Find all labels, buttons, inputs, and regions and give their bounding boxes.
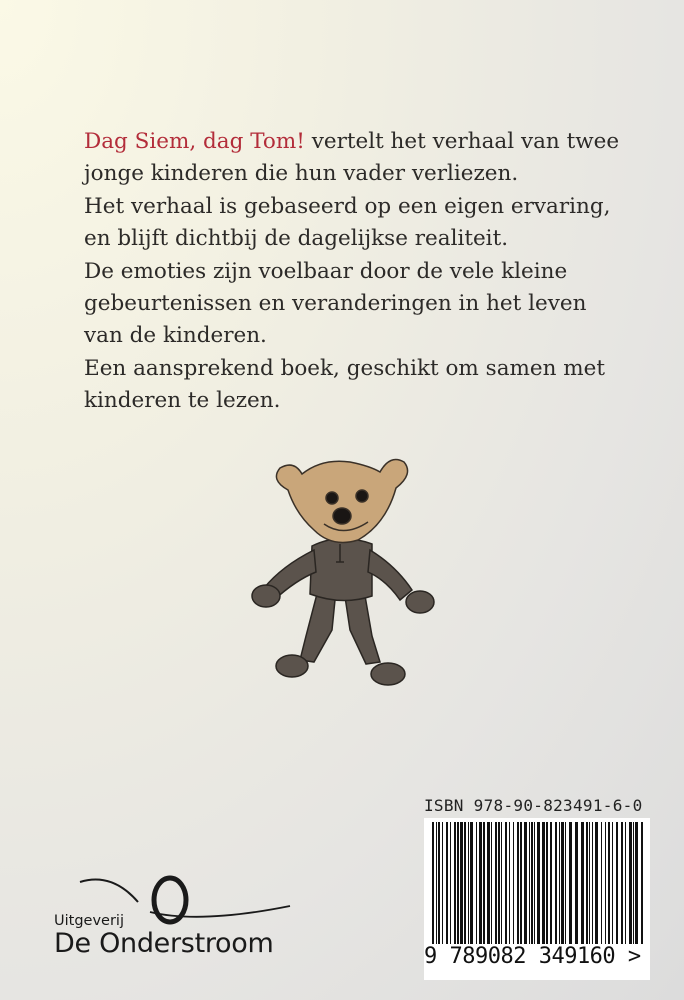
barcode-bar (608, 822, 610, 946)
barcode-bar (559, 822, 560, 946)
barcode-bar (505, 822, 507, 946)
barcode-bar (565, 822, 566, 946)
barcode-bar (635, 822, 638, 946)
barcode-bar (446, 822, 448, 946)
blurb-line-9: kinderen te lezen. (84, 388, 281, 414)
barcode-bar (491, 822, 492, 946)
barcode-bar (575, 822, 578, 946)
barcode-bar (595, 822, 598, 946)
isbn-label: ISBN 978-90-823491-6-0 (424, 796, 643, 815)
blurb-line-4: en blijft dichtbij de dagelijkse realiteit. (84, 226, 509, 252)
bear-head (276, 460, 407, 543)
barcode-bar (616, 822, 618, 946)
barcode-bar (581, 822, 584, 946)
barcode-bar (621, 822, 623, 946)
barcode-bar (605, 822, 606, 946)
book-title: Dag Siem, dag Tom! (84, 129, 305, 154)
blurb-line-6: gebeurtenissen en veranderingen in het leven (84, 291, 587, 317)
barcode-bar (468, 822, 469, 946)
barcode-bar (589, 822, 590, 946)
barcode-bar (561, 822, 564, 946)
barcode-bar (555, 822, 557, 946)
barcode-bar (470, 822, 473, 946)
barcode-bar (442, 822, 443, 946)
barcode-bar (531, 822, 533, 946)
barcode-bar (513, 822, 514, 946)
barcode-bar (501, 822, 502, 946)
barcode-bar (534, 822, 535, 956)
back-cover-blurb (84, 126, 644, 418)
barcode-bar (601, 822, 602, 946)
teddy-bear-illustration (240, 440, 450, 700)
bear-legs (276, 590, 405, 685)
barcode-bar (612, 822, 613, 946)
blurb-line-5: De emoties zijn voelbaar door de vele kleine (84, 258, 568, 284)
barcode-bar (520, 822, 522, 946)
barcode-bar (592, 822, 593, 946)
barcode-bar (498, 822, 500, 946)
barcode-bar (460, 822, 463, 946)
barcode-bar (509, 822, 510, 946)
barcode-bar (641, 822, 643, 956)
blurb-line-2: jonge kinderen die hun vader verliezen. (84, 161, 519, 187)
barcode-bar (625, 822, 626, 946)
blurb-line-3: Het verhaal is gebaseerd op een eigen ervaring, (84, 193, 611, 219)
barcode-bar (454, 822, 456, 946)
barcode-bar (436, 822, 437, 946)
blurb-line-8: Een aansprekend boek, geschikt om samen met (84, 355, 606, 381)
barcode-bar (517, 822, 519, 946)
barcode-bar (569, 822, 572, 946)
publisher-small-label: Uitgeverij (54, 913, 124, 929)
barcode-digits: 9 789082 349160 > (424, 944, 650, 969)
barcode-bar (529, 822, 530, 946)
barcode-bars (424, 818, 650, 958)
barcode-bar (550, 822, 552, 946)
barcode-bar (524, 822, 527, 946)
barcode-bar (537, 822, 540, 956)
barcode-bar (457, 822, 459, 946)
blurb-line-1: vertelt het verhaal van twee (304, 129, 620, 154)
barcode-bar (450, 822, 451, 946)
blurb-line-7: van de kinderen. (84, 323, 267, 349)
barcode-bar (629, 822, 632, 946)
barcode (424, 818, 650, 980)
barcode-bar (483, 822, 485, 946)
publisher-logo (20, 868, 310, 968)
barcode-bar (464, 822, 466, 946)
barcode-bar (633, 822, 634, 946)
barcode-bar (476, 822, 477, 946)
barcode-bar (546, 822, 548, 946)
barcode-bar (432, 822, 434, 956)
barcode-bar (542, 822, 545, 946)
barcode-bar (438, 822, 440, 946)
barcode-bar (495, 822, 497, 946)
barcode-bar (479, 822, 482, 946)
bear-body (252, 538, 434, 613)
barcode-bar (586, 822, 588, 946)
publisher-name: De Onderstroom (54, 928, 274, 959)
barcode-bar (487, 822, 490, 946)
